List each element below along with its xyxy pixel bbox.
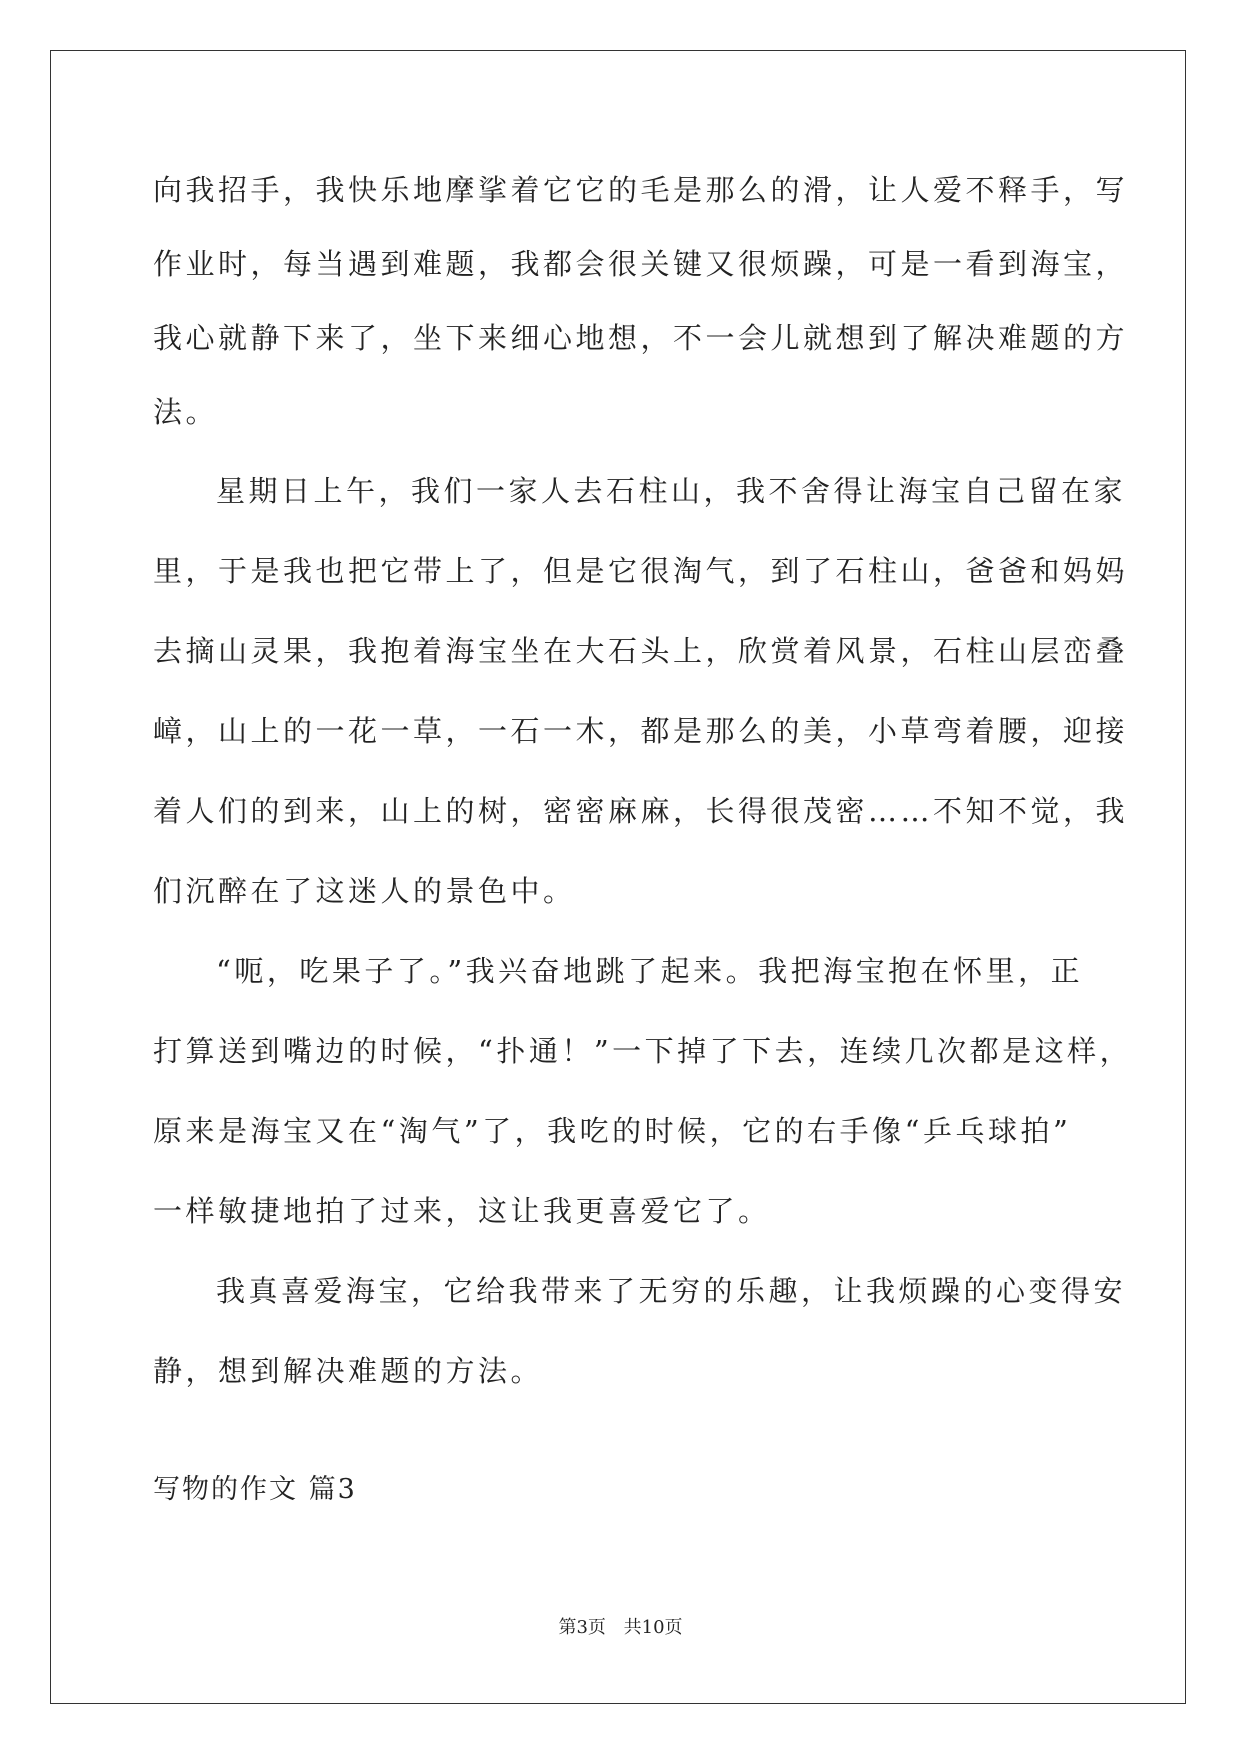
text-line: 向我招手，我快乐地摩挲着它它的毛是那么的滑，让人爱不释手，写 (153, 173, 1129, 207)
text-line: 静，想到解决难题的方法。 (153, 1354, 544, 1388)
text-line: 我心就静下来了，坐下来细心地想，不一会儿就想到了解决难题的方 (153, 321, 1129, 355)
text-line: 法。 (153, 395, 219, 429)
section-heading: 写物的作文 篇3 (153, 1474, 357, 1505)
text-line: 们沉醉在了这迷人的景色中。 (153, 874, 576, 908)
text-line: 着人们的到来，山上的树，密密麻麻，长得很茂密……不知不觉，我 (153, 794, 1129, 828)
text-line: 去摘山灵果，我抱着海宝坐在大石头上，欣赏着风景，石柱山层峦叠 (153, 634, 1129, 668)
text-line: 星期日上午，我们一家人去石柱山，我不舍得让海宝自己留在家 (216, 474, 1127, 508)
text-line: 嶂，山上的一花一草，一石一木，都是那么的美，小草弯着腰，迎接 (153, 714, 1129, 748)
text-line: 原来是海宝又在“淘气”了，我吃的时候，它的右手像“乒乓球拍” (153, 1114, 1072, 1148)
page-number: 第3页 (558, 1617, 606, 1638)
page-footer (0, 1616, 1241, 1640)
text-line: 作业时，每当遇到难题，我都会很关键又很烦躁，可是一看到海宝， (153, 247, 1129, 281)
text-line: 里，于是我也把它带上了，但是它很淘气，到了石柱山，爸爸和妈妈 (153, 554, 1129, 588)
total-pages: 共10页 (623, 1617, 683, 1638)
text-line: 我真喜爱海宝，它给我带来了无穷的乐趣，让我烦躁的心变得安 (216, 1274, 1127, 1308)
text-line: 打算送到嘴边的时候，“扑通！”一下掉了下去，连续几次都是这样， (153, 1034, 1133, 1068)
text-line: 一样敏捷地拍了过来，这让我更喜爱它了。 (153, 1194, 771, 1228)
text-line: “呃，吃果子了。”我兴奋地跳了起来。我把海宝抱在怀里，正 (216, 954, 1084, 988)
